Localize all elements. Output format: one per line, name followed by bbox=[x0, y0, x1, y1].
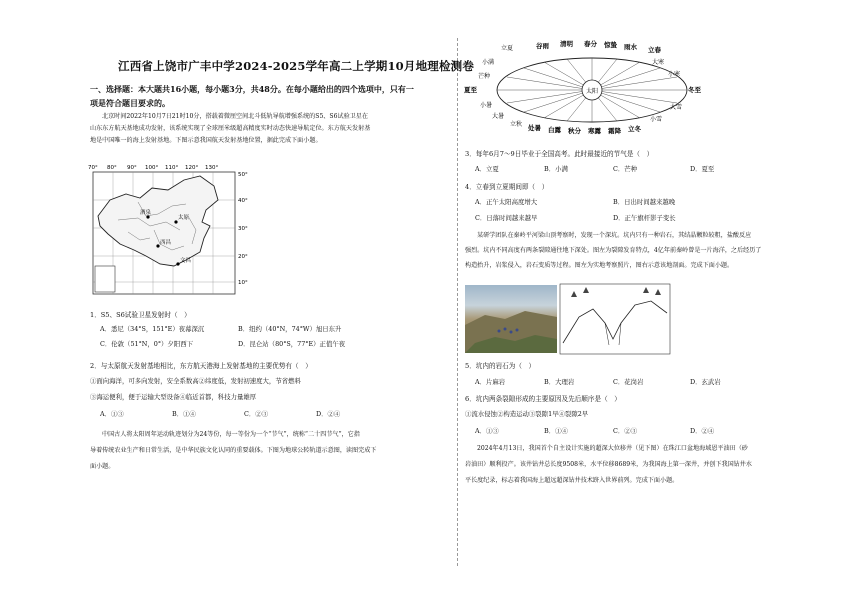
question-6-option-d: D．②④ bbox=[690, 427, 715, 435]
site-label-wenchang: 文昌 bbox=[180, 258, 192, 264]
question-3-option-b: B．小满 bbox=[544, 165, 568, 173]
passage-2 bbox=[90, 429, 450, 472]
passage-1-line: 地是中国唯一的海上发射基地。下图示意我国航天发射基地位置，据此完成下面小题。 bbox=[90, 136, 322, 144]
question-4-stem: 4．立春到立夏期间即（ ） bbox=[465, 183, 549, 191]
map-lon-label: 120° bbox=[185, 165, 199, 171]
passage-4-line: 岩油田）顺利投产。该井钻井总长度9508米，水平位移8689米，为我国海上第一深井，并创下我国钻井水 bbox=[465, 460, 752, 468]
map-lat-label: 20° bbox=[238, 254, 248, 260]
question-2-line: ③海运便利，便于运输大型设备④临近首都，科技力量雄厚 bbox=[90, 393, 257, 401]
passage-2-line: 中国古人将太阳周年运动轨迹划分为24等份，每一等份为一个“节气”，统称“二十四节气”，它指 bbox=[102, 431, 360, 438]
question-5-option-b: B．大理岩 bbox=[544, 378, 575, 386]
question-6-option-a: A．①③ bbox=[475, 427, 499, 435]
question-5-stem: 5．坑内的岩石为（ ） bbox=[465, 362, 536, 370]
map-lon-label: 100° bbox=[145, 165, 159, 171]
term-label: 夏至 bbox=[464, 86, 477, 94]
question-4-option-b: B．日出时间越来越晚 bbox=[613, 198, 676, 206]
sun-label: 太阳 bbox=[586, 88, 599, 95]
term-label: 处暑 bbox=[528, 124, 541, 132]
term-label: 立秋 bbox=[510, 121, 523, 128]
site-label-jiuquan: 酒泉 bbox=[140, 210, 152, 216]
question-3-option-d: D．夏至 bbox=[690, 165, 715, 173]
map-lat-label: 40° bbox=[238, 198, 248, 204]
field-photo bbox=[465, 285, 557, 353]
passage-4 bbox=[465, 443, 825, 486]
term-label: 小雪 bbox=[650, 116, 663, 123]
passage-3-line: 某研学团队在秦岭平河梁山顶考察时，发现一个深坑。坑内只有一种岩石，其结晶颗粒较粗，盐酸反应 bbox=[477, 232, 752, 239]
passage-3-line: 构造抬升，岩浆侵入，岩石变质等过程。图左为实地考察照片，图右示意该地剖面。完成下面小题。 bbox=[465, 261, 734, 269]
section-heading-line2: 项是符合题目要求的。 bbox=[90, 98, 170, 108]
question-6-option-c: C．②③ bbox=[613, 427, 638, 435]
passage-2-line: 导着传统农业生产和日常生活，是中华民族文化认同的重要载体。下图为地球公转轨道示意图，读图完成下 bbox=[90, 446, 377, 454]
question-2-option-c: C．②③ bbox=[244, 410, 269, 418]
question-4-option-d: D．正午旗杆影子变长 bbox=[613, 214, 676, 222]
term-label: 寒露 bbox=[588, 127, 601, 135]
question-1-option-b: B．纽约（40°N，74°W）旭日东升 bbox=[238, 325, 342, 333]
question-2-stem: 2．与太原航天发射基地相比，东方航天港海上发射基地的主要优势有（ ） bbox=[90, 362, 312, 370]
map-lon-label: 110° bbox=[165, 165, 179, 171]
map-lat-label: 30° bbox=[238, 226, 248, 232]
exam-title: 江西省上饶市广丰中学2024-2025学年高二上学期10月地理检测卷 bbox=[118, 59, 475, 73]
field-photo-scene bbox=[465, 285, 557, 353]
earth-orbit-diagram bbox=[462, 40, 722, 140]
question-3-option-a: A．立夏 bbox=[475, 165, 499, 173]
question-3-stem: 3．每年6月7～9日毕业于全国高考。此时最接近的节气是（ ） bbox=[465, 150, 654, 158]
question-4-option-a: A．正午太阳高度增大 bbox=[475, 198, 538, 206]
question-5-option-d: D．玄武岩 bbox=[690, 378, 721, 386]
term-label: 小寒 bbox=[668, 71, 681, 78]
map-lon-label: 90° bbox=[127, 165, 137, 171]
question-2-option-a: A．①③ bbox=[100, 410, 124, 418]
map-lon-label: 130° bbox=[205, 165, 219, 171]
question-1-option-a: A．悉尼（34°S，151°E）夜幕深沉 bbox=[100, 325, 205, 333]
question-6-line: ①流水侵蚀②构造运动③裂隙1早④裂隙2早 bbox=[465, 410, 589, 418]
question-1-stem: 1．S5、S6试验卫星发射时（ ） bbox=[90, 311, 191, 319]
term-label: 小暑 bbox=[480, 102, 493, 109]
term-label: 芒种 bbox=[478, 73, 491, 80]
section-heading-line1: 一、选择题：本大题共16小题，每小题3分，共48分。在每小题给出的四个选项中，只有一 bbox=[90, 84, 414, 94]
passage-1 bbox=[90, 111, 450, 146]
question-2-option-b: B．①④ bbox=[172, 410, 196, 418]
question-1-option-c: C．伦敦（51°N，0°）夕阳西下 bbox=[100, 340, 193, 348]
passage-3 bbox=[465, 230, 825, 271]
question-5-option-a: A．片麻岩 bbox=[475, 378, 506, 386]
term-label: 谷雨 bbox=[536, 42, 549, 50]
map-lon-label: 80° bbox=[107, 165, 117, 171]
term-label: 冬至 bbox=[688, 86, 701, 94]
question-6-option-b: B．①④ bbox=[544, 427, 568, 435]
term-label: 春分 bbox=[584, 40, 597, 48]
passage-2-line: 面小题。 bbox=[90, 462, 115, 470]
column-divider bbox=[457, 38, 458, 566]
site-label-xichang: 西昌 bbox=[160, 240, 172, 246]
map-lat-label: 10° bbox=[238, 280, 248, 286]
passage-1-line: 北京时间2022年10月7日21时10分，搭载着微厘空间北斗低轨导航增强系统的S5、S6试验卫星在 bbox=[102, 113, 368, 120]
term-label: 立春 bbox=[648, 46, 661, 54]
site-label-taiyuan: 太原 bbox=[178, 215, 190, 221]
term-label: 大寒 bbox=[652, 59, 665, 66]
term-label: 立冬 bbox=[628, 125, 641, 133]
question-3-option-c: C．芒种 bbox=[613, 165, 638, 173]
term-label: 大暑 bbox=[492, 113, 505, 120]
section-heading bbox=[90, 82, 450, 110]
passage-1-line: 山东东方航天基地成功发射，该系统实现了全球厘米级超高精度实时动态快速导航定位。东方航天发射基 bbox=[90, 124, 371, 132]
term-label: 惊蛰 bbox=[604, 41, 617, 49]
question-5-option-c: C．花岗岩 bbox=[613, 378, 644, 386]
term-label: 霜降 bbox=[608, 127, 621, 135]
term-label: 白露 bbox=[548, 126, 561, 134]
question-2-line: ①面向海洋，可多向发射，安全系数高②纬度低，发射初速度大，节省燃料 bbox=[90, 377, 301, 385]
question-4-option-c: C．日落时间越来越早 bbox=[475, 214, 538, 222]
passage-3-line: 强烈。坑内不同高度有两条裂隙通往地下深处。图左为裂隙发育特点，4亿年前秦岭曾是一片海洋，之后经历了 bbox=[465, 246, 762, 254]
launch-sites-map bbox=[88, 160, 258, 300]
passage-4-line: 平长度纪录，标志着我国海上超远超深钻井技术跻入世界前列。完成下面小题。 bbox=[465, 476, 679, 484]
passage-4-line: 2024年4月13日，我国首个自主设计实施的超深大位移井（见下图）在珠江口盆地海域恩平油田（砂 bbox=[477, 445, 748, 452]
question-1-option-d: D．昆仑站（80°S，77°E）正值午夜 bbox=[238, 340, 346, 348]
term-label: 大雪 bbox=[670, 104, 683, 111]
term-label: 雨水 bbox=[624, 43, 637, 51]
term-label: 清明 bbox=[560, 40, 573, 48]
cross-section-diagram bbox=[559, 283, 671, 355]
term-label: 小满 bbox=[482, 59, 495, 66]
question-6-stem: 6．坑内两条裂隙形成的主要原因及先后顺序是（ ） bbox=[465, 395, 621, 403]
question-2-option-d: D．②④ bbox=[316, 410, 341, 418]
term-label: 秋分 bbox=[568, 127, 581, 135]
map-lon-label: 70° bbox=[88, 165, 98, 171]
map-lat-label: 50° bbox=[238, 172, 248, 178]
term-label: 立夏 bbox=[501, 45, 514, 52]
